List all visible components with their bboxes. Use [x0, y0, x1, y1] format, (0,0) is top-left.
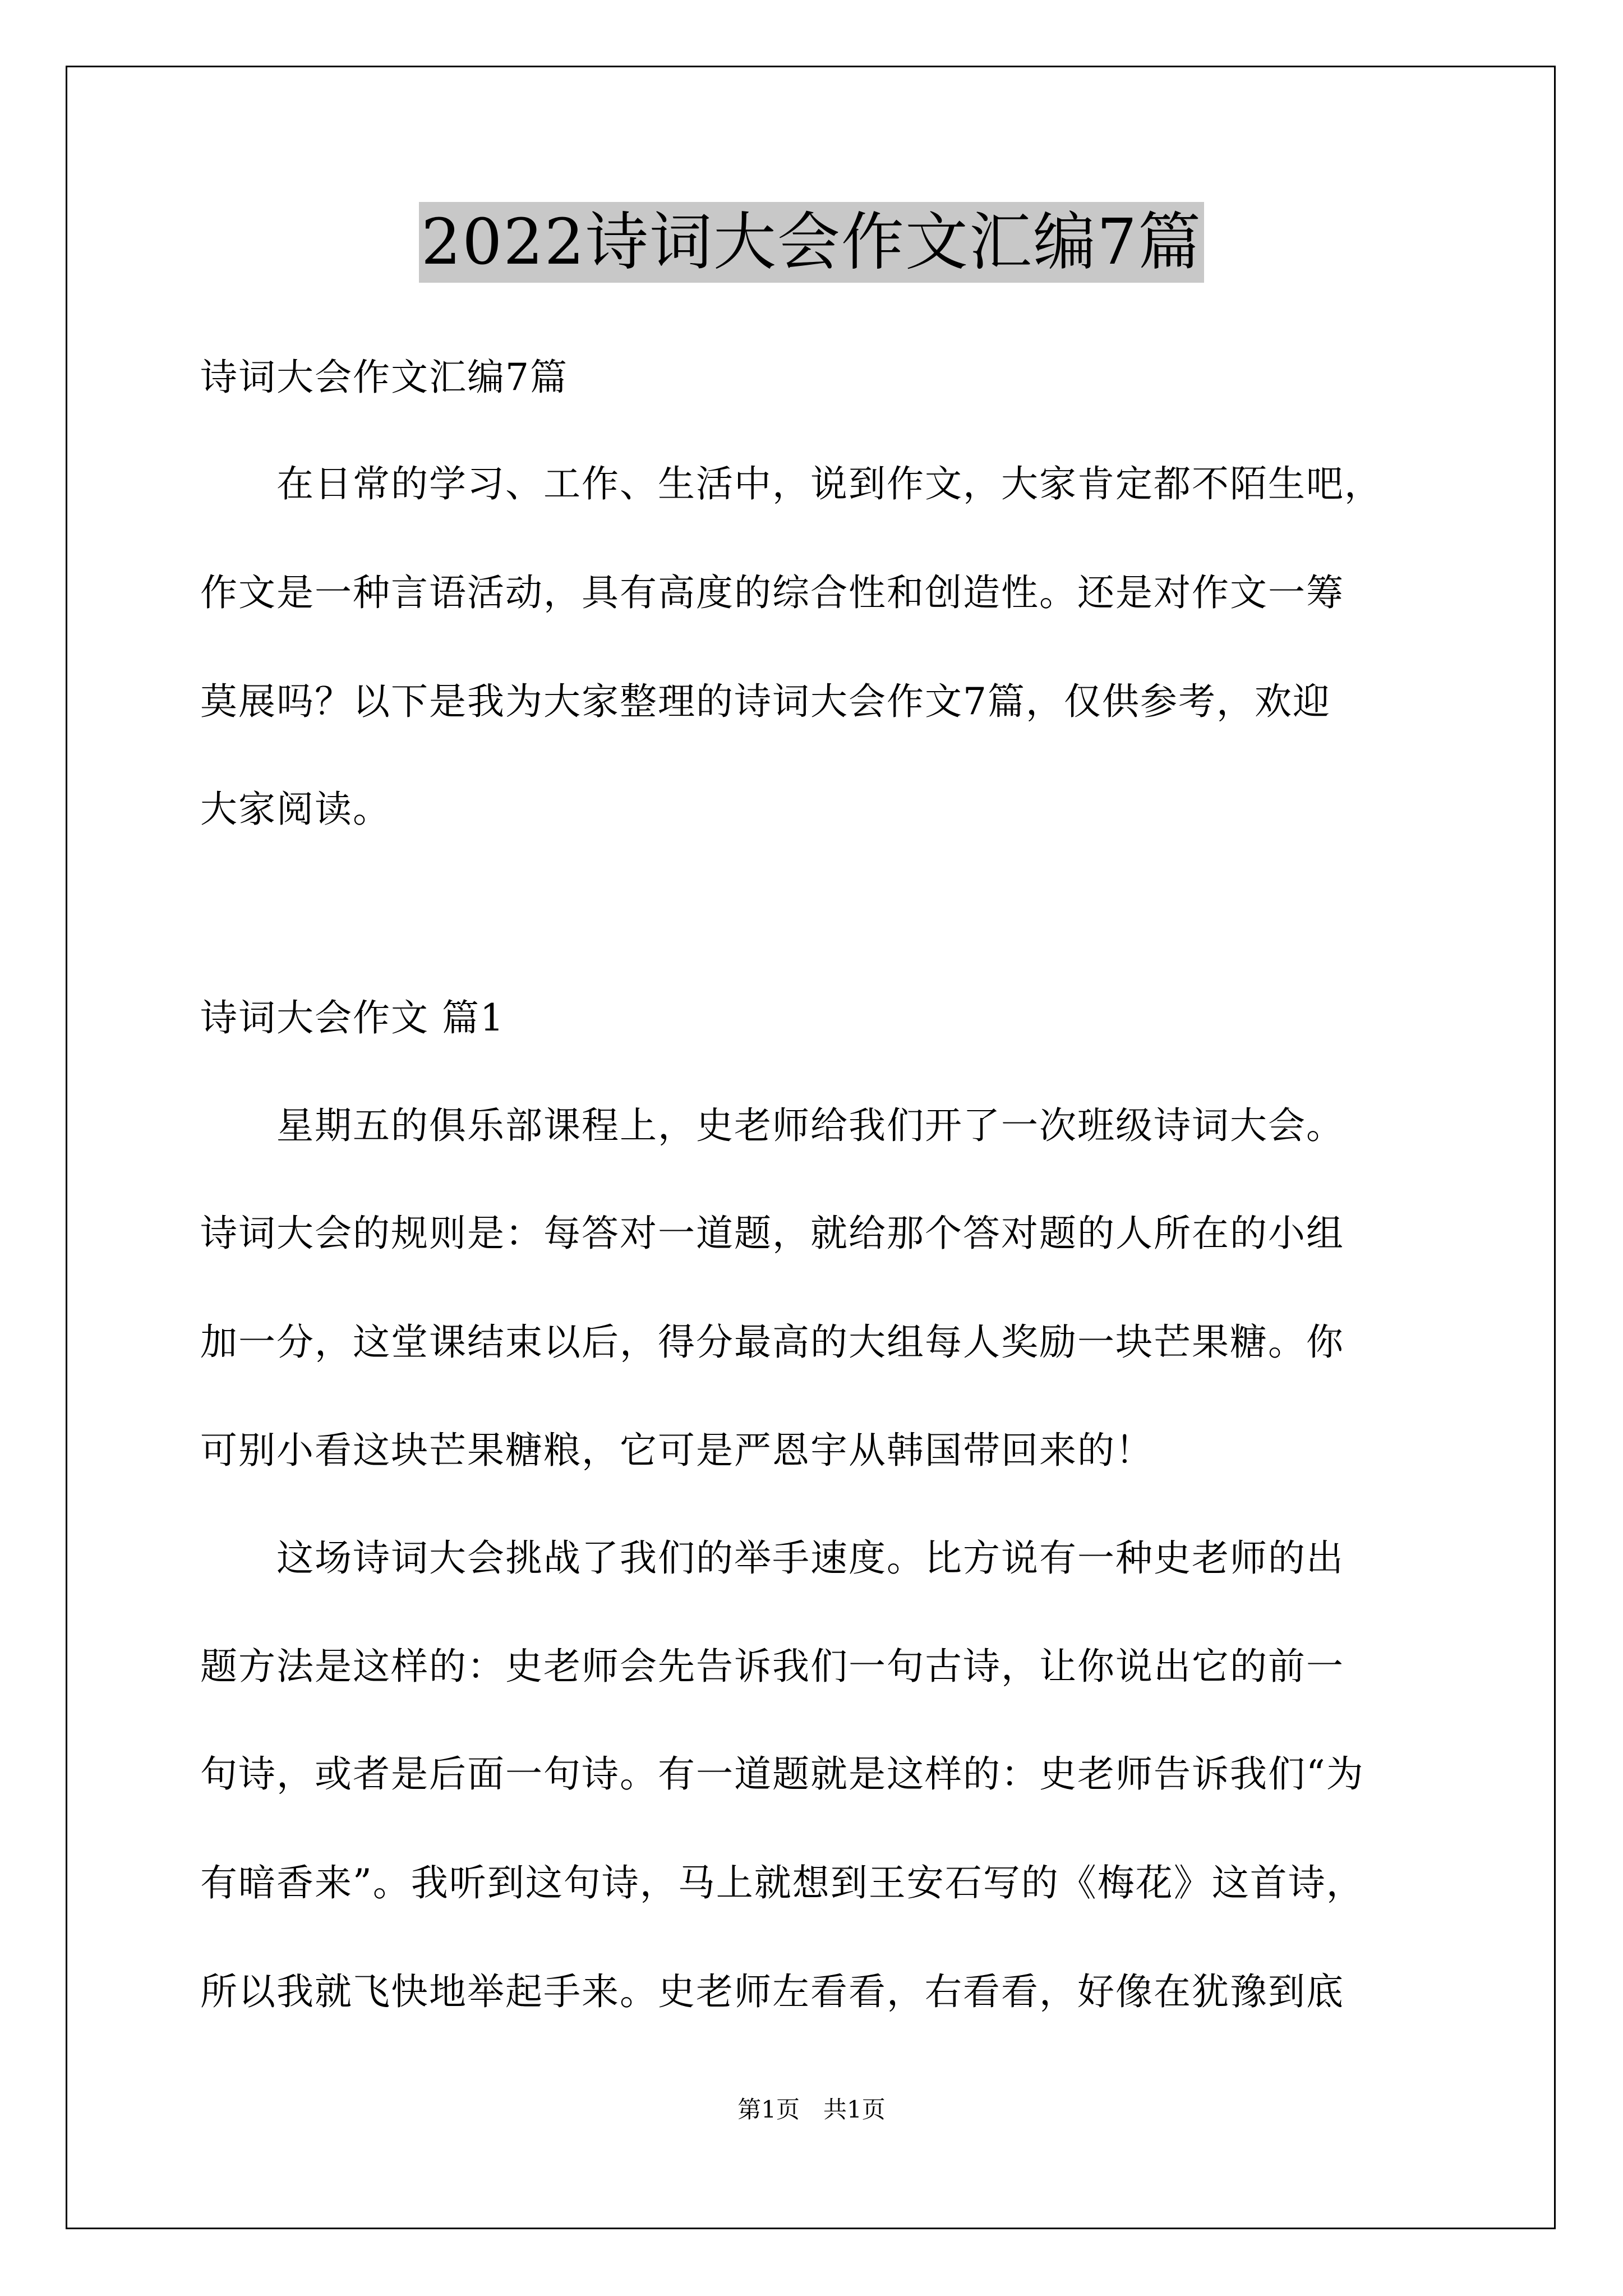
paragraph-line: 有暗香来”。我听到这句诗，马上就想到王安石写的《梅花》这首诗， [200, 1861, 1364, 1904]
paragraph-line: 作文是一种言语活动，具有高度的综合性和创造性。还是对作文一筹 [200, 571, 1344, 614]
page-footer: 第1页 共1页 [737, 2096, 886, 2123]
paragraph-line: 可别小看这块芒果糖粮，它可是严恩宇从韩国带回来的！ [200, 1429, 1154, 1472]
paragraph-line: 星期五的俱乐部课程上，史老师给我们开了一次班级诗词大会。 [200, 1104, 1344, 1147]
section-heading: 诗词大会作文 篇1 [200, 996, 505, 1039]
paragraph-line: 句诗，或者是后面一句诗。有一道题就是这样的：史老师告诉我们“为 [200, 1752, 1364, 1796]
paragraph-line: 这场诗词大会挑战了我们的举手速度。比方说有一种史老师的出 [200, 1536, 1344, 1580]
paragraph-line: 诗词大会的规则是：每答对一道题，就给那个答对题的人所在的小组 [200, 1212, 1344, 1255]
document-title: 2022诗词大会作文汇编7篇 [419, 202, 1204, 283]
paragraph-line: 题方法是这样的：史老师会先告诉我们一句古诗，让你说出它的前一 [200, 1645, 1344, 1688]
paragraph-line: 莫展吗？以下是我为大家整理的诗词大会作文7篇，仅供参考，欢迎 [200, 680, 1331, 723]
paragraph-line: 加一分，这堂课结束以后，得分最高的大组每人奖励一块芒果糖。你 [200, 1320, 1344, 1364]
paragraph-line: 在日常的学习、工作、生活中，说到作文，大家肯定都不陌生吧， [200, 462, 1382, 505]
paragraph-line: 所以我就飞快地举起手来。史老师左看看，右看看，好像在犹豫到底 [200, 1970, 1344, 2013]
subtitle-line: 诗词大会作文汇编7篇 [200, 356, 568, 399]
paragraph-line: 大家阅读。 [200, 788, 391, 831]
title-container [0, 202, 1623, 283]
